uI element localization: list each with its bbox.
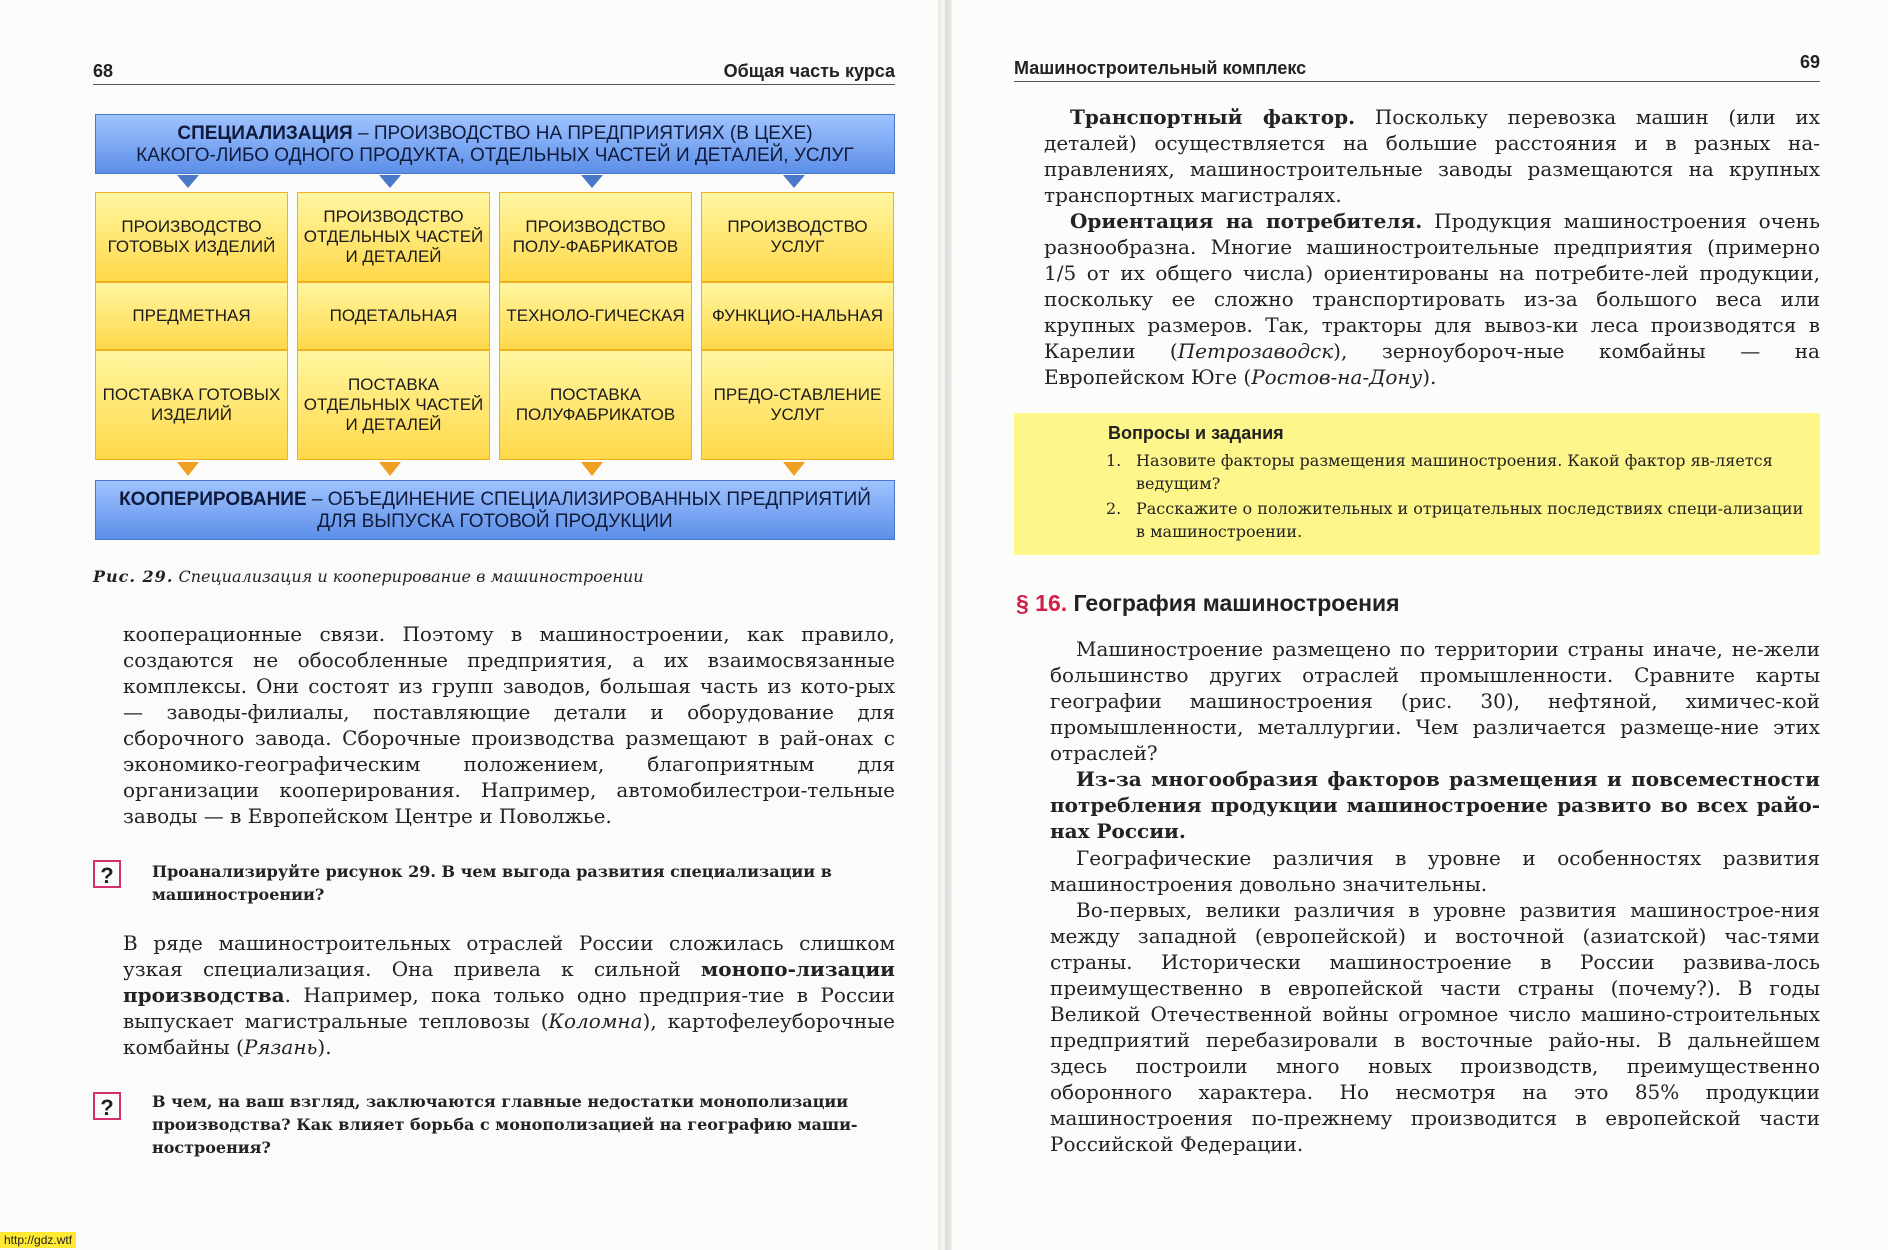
specialization-form-cell: ПРЕДМЕТНАЯ bbox=[95, 282, 288, 350]
supply-cell: ПОСТАВКА ПОЛУФАБРИКАТОВ bbox=[499, 350, 692, 460]
question-text: Назовите факторы размещения машиностроения. Какой фактор яв-ляется ведущим? bbox=[1136, 451, 1773, 493]
city-rostov: Ростов-на-Дону bbox=[1251, 365, 1423, 389]
specialization-term: СПЕЦИАЛИЗАЦИЯ bbox=[177, 123, 353, 144]
questions-box bbox=[1014, 413, 1820, 555]
specialization-form-cell: ТЕХНОЛО-ГИЧЕСКАЯ bbox=[499, 282, 692, 350]
question-number: 1. bbox=[1106, 451, 1122, 470]
specialization-form-cell: ПОДЕТАЛЬНАЯ bbox=[297, 282, 490, 350]
section-number: § 16. bbox=[1016, 590, 1068, 616]
para2-part-d: ). bbox=[317, 1035, 332, 1059]
section-heading bbox=[1016, 590, 1400, 617]
diagram-column-4 bbox=[701, 192, 894, 460]
arrow-down-icon bbox=[581, 462, 603, 476]
figure-label: Рис. 29. bbox=[93, 567, 174, 586]
supply-cell: ПРЕДО-СТАВЛЕНИЕ УСЛУГ bbox=[701, 350, 894, 460]
question-text: Расскажите о положительных и отрицательных последствиях специ-ализации в машиностроении. bbox=[1136, 499, 1804, 541]
list-item bbox=[1106, 449, 1806, 495]
cooperation-band bbox=[95, 480, 895, 540]
questions-list bbox=[1106, 449, 1806, 545]
specialization-definition-1: – ПРОИЗВОДСТВО НА ПРЕДПРИЯТИЯХ (В ЦЕХЕ) bbox=[352, 123, 813, 144]
left-page-header bbox=[93, 58, 895, 85]
book-spine bbox=[938, 0, 952, 1250]
arrow-down-icon bbox=[177, 175, 199, 188]
para2-part-a: В ряде машиностроительных отраслей России сложилась слишком узкая специализация. Она привела к сильной bbox=[123, 931, 895, 981]
cooperation-definition-2: ДЛЯ ВЫПУСКА ГОТОВОЙ ПРОДУКЦИИ bbox=[317, 511, 673, 532]
figure-caption bbox=[93, 567, 644, 586]
arrow-down-icon bbox=[783, 175, 805, 188]
cooperation-definition-1: – ОБЪЕДИНЕНИЕ СПЕЦИАЛИЗИРОВАННЫХ ПРЕДПРИЯТИЙ bbox=[306, 489, 871, 510]
arrow-down-icon bbox=[177, 462, 199, 476]
cooperation-term: КООПЕРИРОВАНИЕ bbox=[119, 489, 307, 510]
section-title: География машиностроения bbox=[1067, 590, 1400, 616]
para2-part-c: ), картофелеуборочные комбайны ( bbox=[123, 1009, 895, 1059]
arrow-down-icon bbox=[783, 462, 805, 476]
arrow-down-icon bbox=[379, 462, 401, 476]
monopolization-paragraph bbox=[123, 930, 895, 1060]
questions-title: Вопросы и задания bbox=[1108, 423, 1284, 443]
specialization-form-cell: ФУНКЦИО-НАЛЬНАЯ bbox=[701, 282, 894, 350]
history-paragraph: Во-первых, велики различия в уровне развития машинострое-ния между западной (европейской) и восточной (азиатской) час-тями страны. Исторически машиностроение в России развива-лось преимущественно в европейской части страны (почему?). В годы Великой Отечественной войны огромное число машино-строительных предприятий перебазировали в восточные райо-ны. В дальнейшем здесь построили много новых производств, преимущественно оборонного характера. Но несмотря на это 85% продукции машиностроения по-прежнему производится в европейской части Российской Федерации. bbox=[1050, 898, 1820, 1156]
transport-factor-paragraph bbox=[1044, 104, 1820, 208]
fraction-value: 1/5 bbox=[1044, 261, 1077, 285]
transport-factor-term: Транспортный фактор. bbox=[1070, 105, 1356, 129]
production-type-cell: ПРОИЗВОДСТВО ГОТОВЫХ ИЗДЕЛИЙ bbox=[95, 192, 288, 282]
diagram-column-3 bbox=[499, 192, 692, 460]
p2-part-a: Продукция машиностроения очень разнообразна. Многие машиностроительные предприятия (примерно bbox=[1044, 209, 1820, 259]
city-kolomna: Коломна bbox=[548, 1009, 643, 1033]
watermark: http://gdz.wtf bbox=[0, 1232, 76, 1248]
right-page-header bbox=[1014, 52, 1820, 82]
transport-factor-text: Поскольку перевозка машин (или их деталей) осуществляется на большие расстояния и в разных на-правлениях, машиностроительные заводы размещаются на крупных транспортных магистралях. bbox=[1044, 105, 1820, 207]
left-page-number: 68 bbox=[93, 61, 114, 81]
p2-part-b: от их общего числа) ориентированы на потребите-лей продукции, поскольку ее сложно транспортировать из-за большого веса или крупных размеров. Так, тракторы для вывоз-ки леса производятся в Карелии ( bbox=[1044, 261, 1820, 363]
production-type-cell: ПРОИЗВОДСТВО УСЛУГ bbox=[701, 192, 894, 282]
specialization-diagram bbox=[95, 112, 895, 542]
p2-part-c: ), зерноубороч-ные комбайны — на Европейском Юге ( bbox=[1044, 339, 1820, 389]
question-1: Проанализируйте рисунок 29. В чем выгода развития специализации в машиностроении? bbox=[152, 862, 832, 904]
cooperation-paragraph: кооперационные связи. Поэтому в машиностроении, как правило, создаются не обособленные предприятия, а их взаимосвязанные комплексы. Они состоят из групп заводов, большая часть из кото-рых — заводы-филиалы, поставляющие детали и оборудование для сборочного завода. Сборочные производства размещают в рай-онах с экономико-географическим положением, благоприятным для организации кооперирования. Например, автомобилестрои-тельные заводы — в Европейском Центре и Поволжье. bbox=[123, 622, 895, 828]
differences-paragraph: Географические различия в уровне и особенностях развития машиностроения довольно значительны. bbox=[1050, 846, 1820, 896]
question-2: В чем, на ваш взгляд, заключаются главные недостатки монополизации производства? Как влияет борьба с монополизацией на географию маши-ностроения? bbox=[152, 1092, 858, 1157]
monopolization-term: монопо-лизации производства bbox=[123, 957, 895, 1007]
right-page-number: 69 bbox=[1799, 52, 1820, 72]
figure-title: Специализация и кооперирование в машиностроении bbox=[173, 567, 644, 586]
arrow-down-icon bbox=[581, 175, 603, 188]
production-type-cell: ПРОИЗВОДСТВО ОТДЕЛЬНЫХ ЧАСТЕЙ И ДЕТАЛЕЙ bbox=[297, 192, 490, 282]
p2-part-d: ). bbox=[1422, 365, 1437, 389]
intro-paragraph: Машиностроение размещено по территории страны иначе, не-жели большинство других отраслей промышленности. Сравните карты географии машиностроения (рис. 30), нефтяной, химичес-кой промышленности, металлургии. Чем различается размеще-ние этих отраслей? bbox=[1050, 637, 1820, 765]
question-icon: ? bbox=[93, 1092, 121, 1120]
right-running-head: Машиностроительный комплекс bbox=[1014, 58, 1307, 78]
specialization-definition-2: КАКОГО-ЛИБО ОДНОГО ПРОДУКТА, ОТДЕЛЬНЫХ ЧАСТЕЙ И ДЕТАЛЕЙ, УСЛУГ bbox=[136, 145, 854, 166]
question-icon: ? bbox=[93, 860, 121, 888]
supply-cell: ПОСТАВКА ГОТОВЫХ ИЗДЕЛИЙ bbox=[95, 350, 288, 460]
left-running-head: Общая часть курса bbox=[723, 61, 895, 81]
supply-cell: ПОСТАВКА ОТДЕЛЬНЫХ ЧАСТЕЙ И ДЕТАЛЕЙ bbox=[297, 350, 490, 460]
list-item bbox=[1106, 497, 1806, 543]
para2-part-b: . Например, пока только одно предприя-тие в России выпускает магистральные тепловозы ( bbox=[123, 983, 895, 1033]
consumer-orientation-paragraph bbox=[1044, 208, 1820, 390]
question-number: 2. bbox=[1106, 499, 1122, 518]
arrow-down-icon bbox=[379, 175, 401, 188]
diagram-column-2 bbox=[297, 192, 490, 460]
consumer-orientation-term: Ориентация на потребителя. bbox=[1070, 209, 1423, 233]
city-petrozavodsk: Петрозаводск bbox=[1177, 339, 1334, 363]
city-ryazan: Рязань bbox=[243, 1035, 318, 1059]
diagram-column-1 bbox=[95, 192, 288, 460]
specialization-band bbox=[95, 114, 895, 174]
key-statement: Из-за многообразия факторов размещения и повсеместности потребления продукции машиностроение развито во всех райо-нах России. bbox=[1050, 767, 1820, 843]
production-type-cell: ПРОИЗВОДСТВО ПОЛУ-ФАБРИКАТОВ bbox=[499, 192, 692, 282]
